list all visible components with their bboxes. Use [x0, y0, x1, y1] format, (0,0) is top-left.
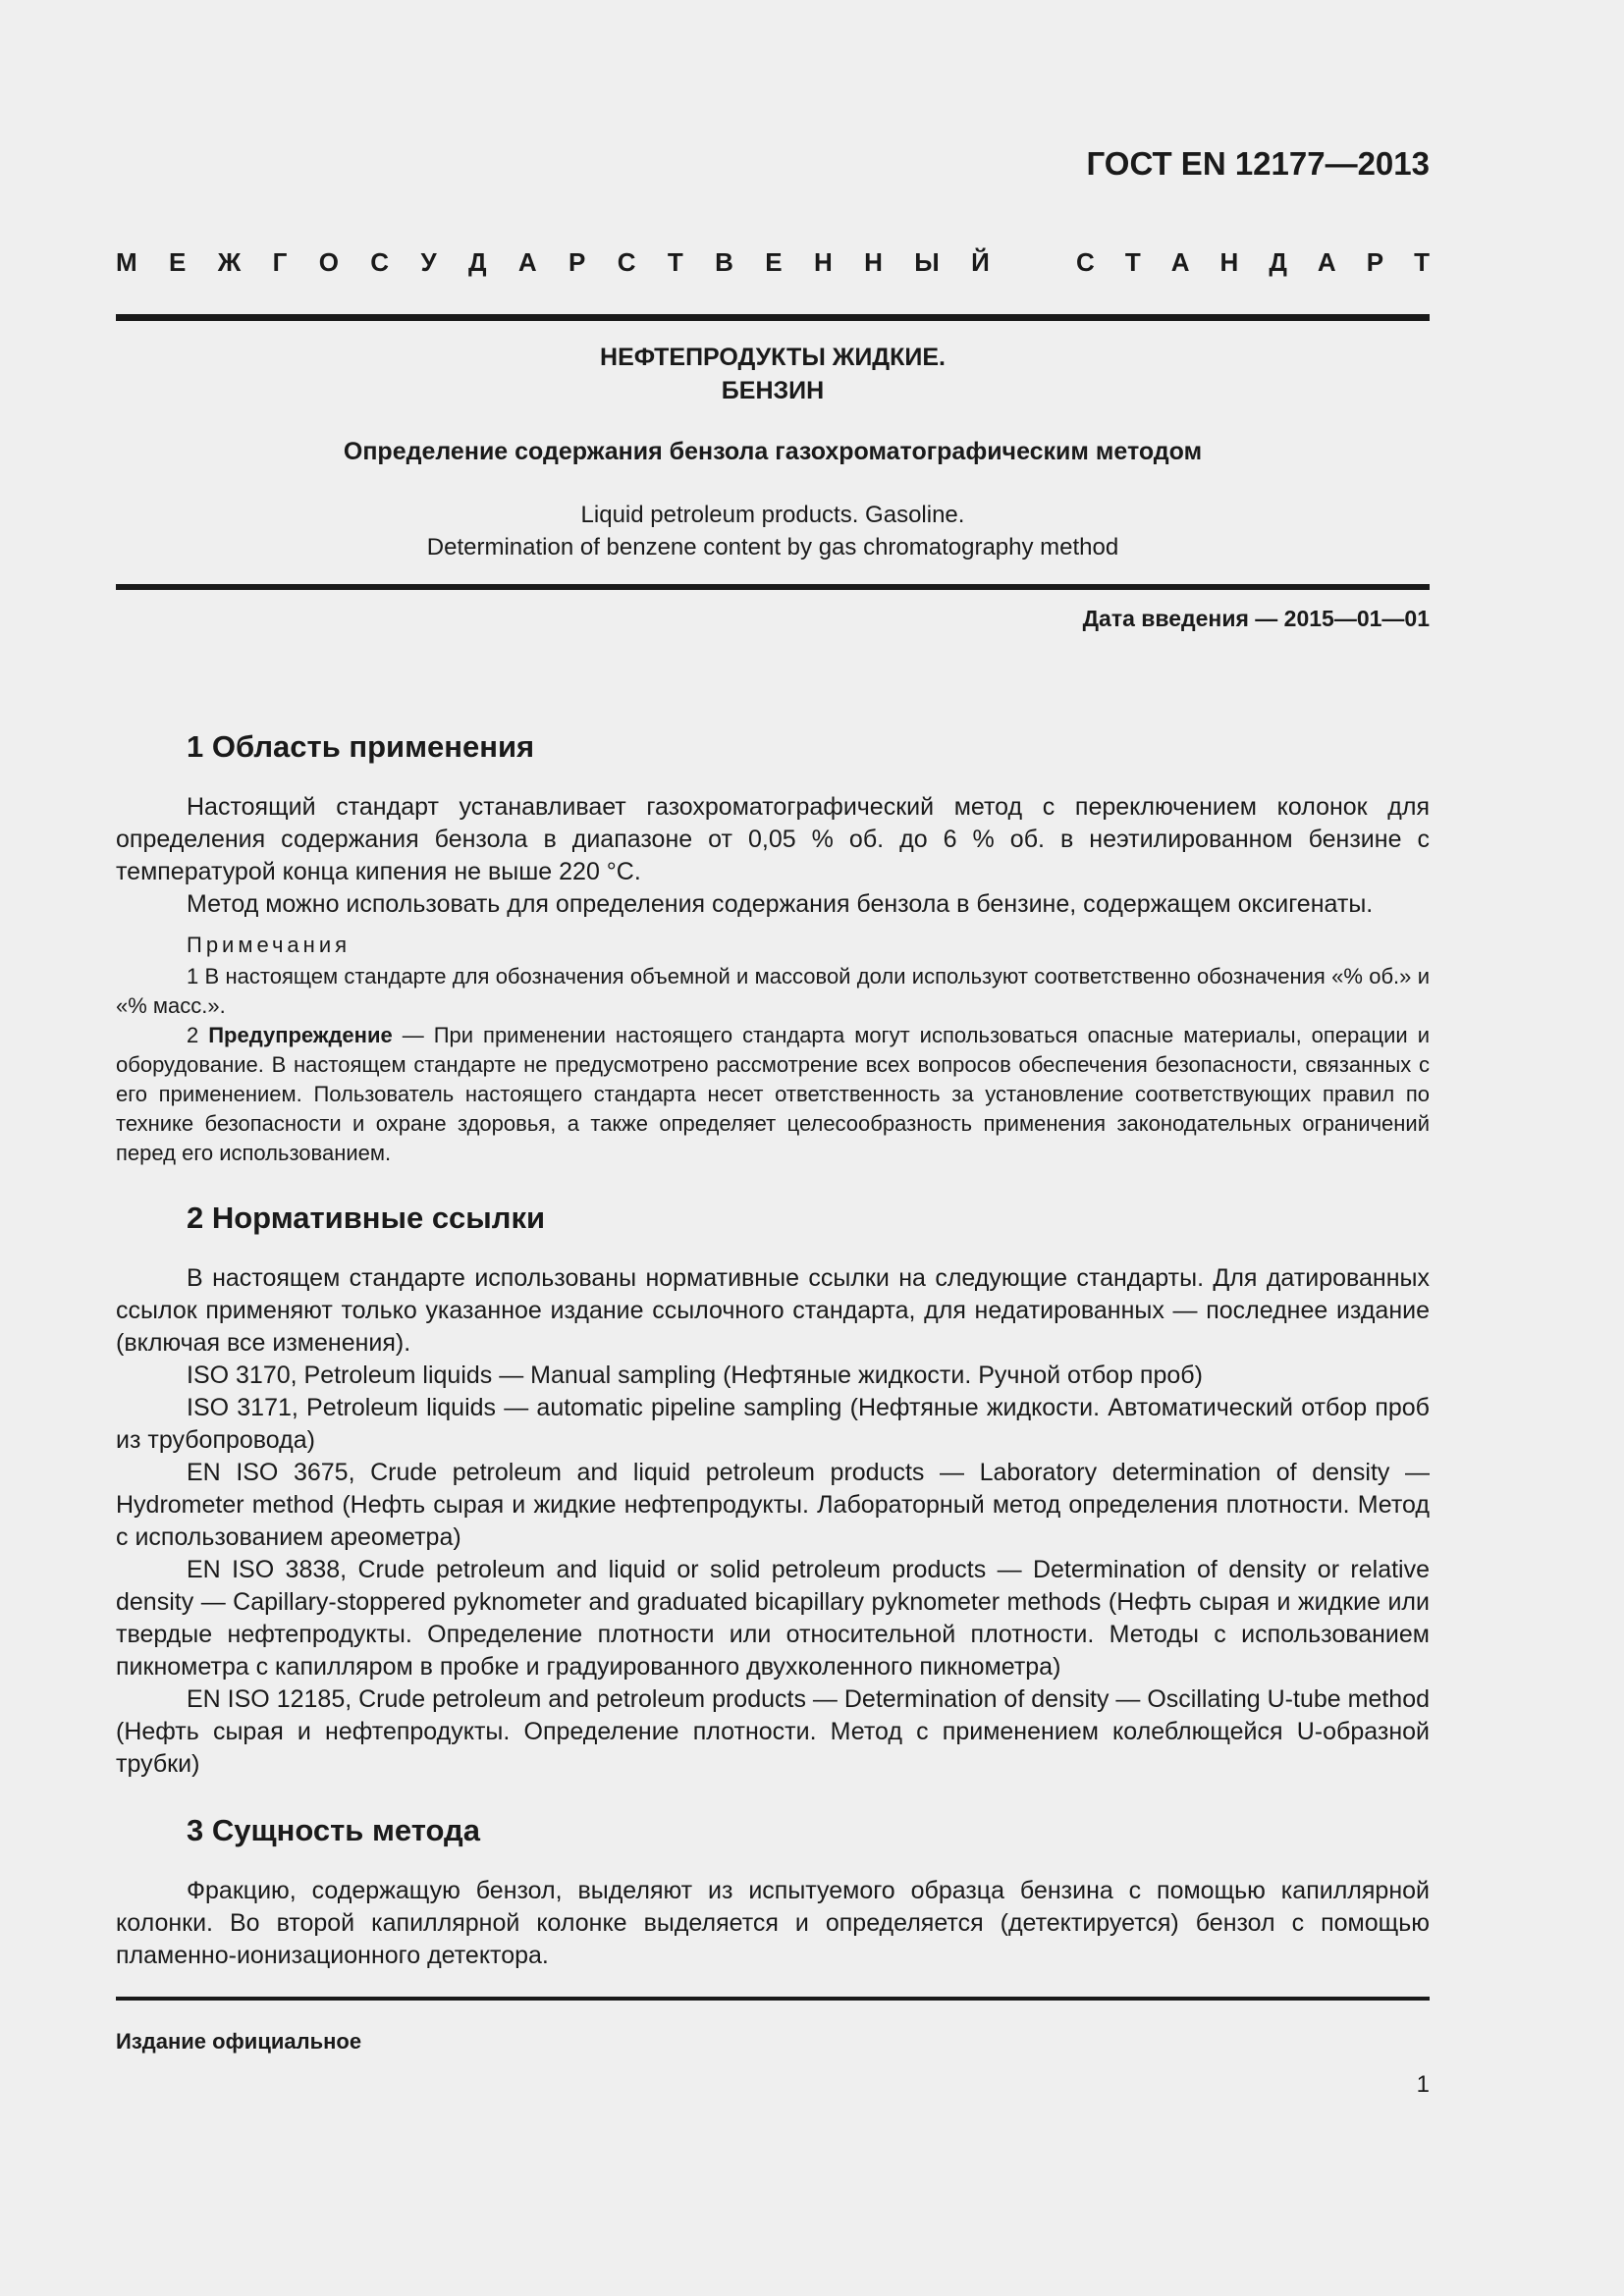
section-heading: 1 Область применения [187, 729, 535, 764]
reference-item: ISO 3171, Petroleum liquids — automatic pipeline sampling (Нефтяные жидкости. Автоматический отбор проб из трубопровода) [116, 1394, 1430, 1454]
footer-rule [116, 1997, 1430, 2001]
title-rule [116, 584, 1430, 590]
english-title-line1: Liquid petroleum products. Gasoline. [580, 502, 965, 528]
document-body [116, 726, 1430, 1972]
standard-type-word2: С Т А Н Д А Р Т [1076, 247, 1430, 277]
reference-item: EN ISO 12185, Crude petroleum and petroleum products — Determination of density — Oscillating U-tube method (Нефть сырая и нефтепродукты. Определение плотности. Метод с применением колеблющейся U-образной трубки) [116, 1685, 1430, 1778]
section-method-essence [116, 1810, 1430, 1972]
standard-type-header [116, 247, 1430, 278]
paragraph: Метод можно использовать для определения содержания бензола в бензине, содержащем оксигенаты. [187, 890, 1374, 918]
note-1: 1 В настоящем стандарте для обозначения объемной и массовой доли используют соответственно обозначения «% об.» и «% масс.». [116, 964, 1430, 1018]
page-number: 1 [1416, 2071, 1430, 2098]
official-edition-label: Издание официальное [116, 2029, 362, 2054]
standard-code: ГОСТ EN 12177—2013 [1086, 145, 1430, 182]
standard-type-word1: М Е Ж Г О С У Д А Р С Т В Е Н Н Ы Й [116, 247, 990, 277]
warning-text: — При применении настоящего стандарта могут использоваться опасные материалы, операции и оборудование. В настоящем стандарте не предусмотрено рассмотрение всех вопросов обеспечения безопасности, связанных с его применением. Пользователь настоящего стандарта несет ответственность за установление соответствующих правил по технике безопасности и охране здоровья, а также определяет целесообразность применения законодательных ограничений перед его использованием. [116, 1023, 1430, 1165]
english-title [116, 499, 1430, 563]
section-heading: 3 Сущность метода [187, 1813, 480, 1847]
reference-item: ISO 3170, Petroleum liquids — Manual sampling (Нефтяные жидкости. Ручной отбор проб) [187, 1362, 1203, 1389]
section-scope [116, 726, 1430, 1168]
effective-date: Дата введения — 2015—01—01 [1082, 606, 1430, 631]
note-number: 2 [187, 1023, 209, 1047]
warning-label: Предупреждение [208, 1023, 393, 1047]
reference-item: EN ISO 3838, Crude petroleum and liquid or solid petroleum products — Determination of density or relative density — Capillary-stoppered pyknometer and graduated bicapillary pyknometer methods (Нефть сырая и жидкие или твердые нефтепродукты. Определение плотности или относительной плотности. Методы с использованием пикнометра с капилляром в пробке и градуированного двухколенного пикнометра) [116, 1556, 1430, 1681]
title-line1: НЕФТЕПРОДУКТЫ ЖИДКИЕ. [600, 344, 946, 371]
paragraph: Фракцию, содержащую бензол, выделяют из испытуемого образца бензина с помощью капиллярной колонки. Во второй капиллярной колонке выделяется и определяется (детектируется) бензол с помощью пламенно-ионизационного детектора. [116, 1877, 1430, 1969]
document-title [116, 341, 1430, 407]
english-title-line2: Determination of benzene content by gas chromatography method [426, 534, 1119, 561]
top-rule [116, 314, 1430, 321]
notes-heading: Примечания [187, 933, 352, 957]
paragraph: Настоящий стандарт устанавливает газохроматографический метод с переключением колонок для определения содержания бензола в диапазоне от 0,05 % об. до 6 % об. в неэтилированном бензине с температурой конца кипения не выше 220 °С. [116, 793, 1430, 885]
section-references [116, 1198, 1430, 1781]
section-heading: 2 Нормативные ссылки [187, 1201, 546, 1235]
paragraph: В настоящем стандарте использованы нормативные ссылки на следующие стандарты. Для датированных ссылок применяют только указанное издание ссылочного стандарта, для недатированных — последнее издание (включая все изменения). [116, 1264, 1430, 1357]
title-line2: БЕНЗИН [721, 377, 825, 404]
document-subtitle: Определение содержания бензола газохроматографическим методом [343, 438, 1203, 465]
reference-item: EN ISO 3675, Crude petroleum and liquid petroleum products — Laboratory determination of density — Hydrometer method (Нефть сырая и жидкие нефтепродукты. Лабораторный метод определения плотности. Метод с использованием ареометра) [116, 1459, 1430, 1551]
note-2 [116, 1021, 1430, 1168]
